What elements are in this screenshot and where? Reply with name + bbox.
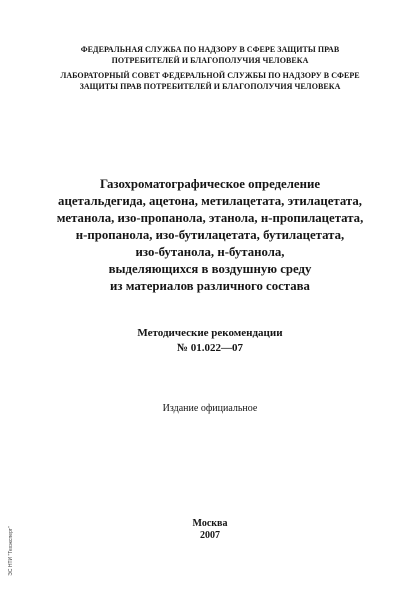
agency-header	[40, 44, 380, 66]
title-line-4: н-пропанола, изо-бутилацетата, бутилацетата,	[75, 228, 345, 242]
council-line-2: ЗАЩИТЫ ПРАВ ПОТРЕБИТЕЛЕЙ И БЛАГОПОЛУЧИЯ ЧЕЛОВЕКА	[79, 82, 341, 91]
edition-text: Издание официальное	[162, 403, 258, 414]
agency-line-1: ФЕДЕРАЛЬНАЯ СЛУЖБА ПО НАДЗОРУ В СФЕРЕ ЗАЩИТЫ ПРАВ	[80, 45, 340, 54]
title-line-1: Газохроматографическое определение	[99, 177, 321, 191]
council-line-1: ЛАБОРАТОРНЫЙ СОВЕТ ФЕДЕРАЛЬНОЙ СЛУЖБЫ ПО НАДЗОРУ В СФЕРЕ	[60, 71, 360, 80]
publication-city: Москва	[192, 518, 228, 529]
vertical-stamp: ЭС НТИ "Техэксперт"	[8, 526, 14, 576]
title-line-7: из материалов различного состава	[110, 279, 310, 293]
title-line-3: метанола, изо-пропанола, этанола, н-пропилацетата,	[56, 211, 364, 225]
document-number: № 01.022—07	[176, 342, 244, 354]
publication-year: 2007	[200, 530, 220, 541]
council-header	[40, 70, 380, 92]
document-type-block	[40, 326, 380, 356]
publication-info	[40, 518, 380, 542]
title-line-6: выделяющихся в воздушную среду	[108, 262, 312, 276]
edition-label	[40, 402, 380, 415]
title-line-2: ацетальдегида, ацетона, метилацетата, этилацетата,	[58, 194, 362, 208]
title-line-5: изо-бутанола, н-бутанола,	[135, 245, 285, 259]
agency-line-2: ПОТРЕБИТЕЛЕЙ И БЛАГОПОЛУЧИЯ ЧЕЛОВЕКА	[111, 56, 309, 65]
document-type-label: Методические рекомендации	[137, 327, 283, 339]
document-title	[30, 176, 390, 295]
